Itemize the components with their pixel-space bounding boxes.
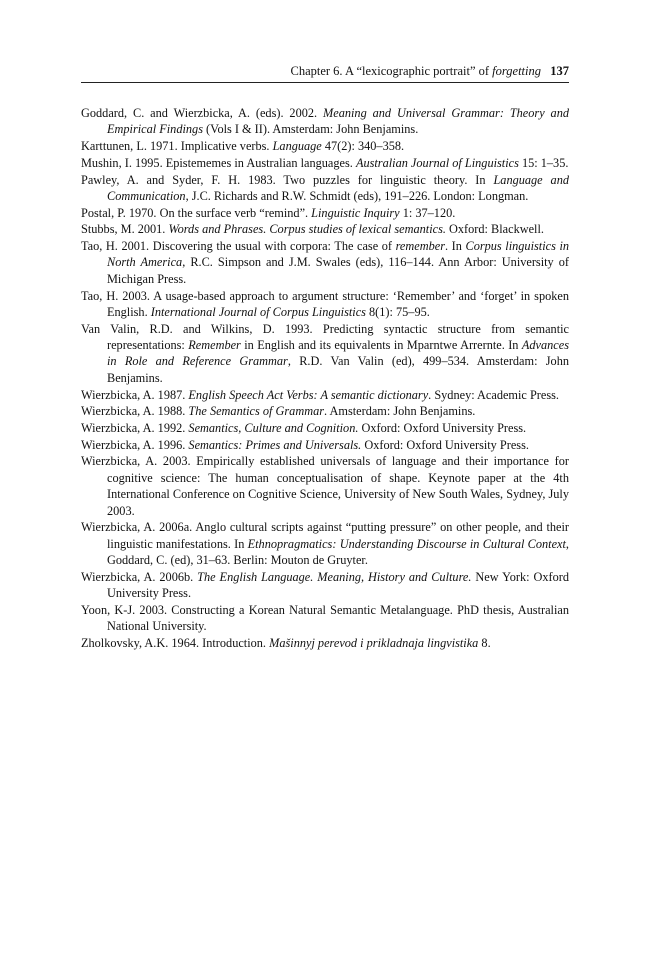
running-header: [81, 62, 569, 83]
reference-entry: [81, 172, 569, 205]
reference-text: , J.C. Richards and R.W. Schmidt (eds), 191–226. London: Longman.: [185, 188, 529, 203]
reference-entry: [81, 403, 569, 419]
reference-entry: [81, 420, 569, 436]
chapter-title: [290, 64, 541, 79]
chapter-title-italic: forgetting: [492, 64, 541, 78]
reference-entry: [81, 205, 569, 221]
reference-italic-text: The Semantics of Grammar: [188, 404, 325, 419]
reference-entry: [81, 155, 569, 171]
reference-text: . Amsterdam: John Benjamins.: [324, 404, 476, 419]
reference-entry: [81, 437, 569, 453]
reference-text: , R.D. Van Valin (ed), 499–534. Amsterdam: John Benjamins.: [107, 354, 569, 385]
reference-text: Mushin, I. 1995. Epistememes in Australian languages.: [81, 155, 356, 170]
reference-entry: [81, 387, 569, 403]
reference-text: , R.C. Simpson and J.M. Swales (eds), 116–144. Ann Arbor: University of Michigan Press.: [107, 255, 570, 286]
reference-italic-text: Words and Phrases. Corpus studies of lexical semantics.: [168, 222, 446, 237]
reference-entry: [81, 221, 569, 237]
reference-italic-text: Linguistic Inquiry: [311, 205, 400, 220]
reference-text: Oxford: Oxford University Press.: [358, 420, 527, 435]
reference-list: [81, 105, 569, 652]
reference-text: Wierzbicka, A. 2006b.: [81, 569, 198, 584]
reference-italic-text: Semantics: Primes and Universals.: [188, 437, 362, 452]
reference-entry: [81, 519, 569, 568]
reference-entry: [81, 288, 569, 321]
reference-text: Stubbs, M. 2001.: [81, 222, 169, 237]
reference-text: Van Valin, R.D. and Wilkins, D. 1993. Predicting syntactic structure from semantic representations:: [81, 321, 569, 353]
reference-italic-text: Mašinnyj perevod i prikladnaja lingvistika: [269, 636, 479, 651]
reference-italic-text: Australian Journal of Linguistics: [355, 155, 519, 170]
reference-text: Wierzbicka, A. 2006a. Anglo cultural scripts against “putting pressure” on other people, and their linguistic manifestations. In: [81, 520, 569, 551]
reference-entry: [81, 105, 569, 138]
reference-text: Oxford: Blackwell.: [445, 222, 544, 237]
reference-text: Postal, P. 1970. On the surface verb “remind”.: [81, 205, 312, 220]
reference-text: Tao, H. 2003. A usage-based approach to argument structure: ‘Remember’ and ‘forget’ in spoken English.: [81, 288, 569, 319]
reference-italic-text: Language and Communication: [107, 172, 569, 203]
reference-italic-text: Ethnopragmatics: Understanding Discourse in Cultural Context: [247, 536, 566, 551]
reference-text: Pawley, A. and Syder, F. H. 1983. Two puzzles for linguistic theory. In: [81, 172, 494, 187]
reference-italic-text: Meaning and Universal Grammar: Theory and Empirical Findings: [107, 106, 569, 137]
reference-text: , Goddard, C. (ed), 31–63. Berlin: Mouton de Gruyter.: [107, 536, 569, 568]
reference-entry: [81, 635, 569, 651]
reference-italic-text: Advances in Role and Reference Grammar: [107, 338, 569, 369]
reference-entry: [81, 138, 569, 154]
reference-text: 1: 37–120.: [399, 205, 456, 220]
reference-text: Wierzbicka, A. 1987.: [81, 387, 189, 402]
reference-text: Zholkovsky, A.K. 1964. Introduction.: [81, 636, 270, 651]
reference-text: 8.: [478, 636, 491, 651]
reference-entry: [81, 321, 569, 387]
reference-italic-text: International Journal of Corpus Linguistics: [150, 304, 366, 319]
reference-text: Goddard, C. and Wierzbicka, A. (eds). 2002.: [81, 106, 323, 120]
reference-text: 8(1): 75–95.: [365, 304, 430, 319]
reference-text: Wierzbicka, A. 1992.: [81, 420, 189, 435]
reference-entry: [81, 602, 569, 635]
reference-text: . In: [445, 239, 466, 254]
reference-text: Karttunen, L. 1971. Implicative verbs.: [81, 139, 273, 154]
page-number: 137: [550, 64, 569, 78]
reference-text: Tao, H. 2001. Discovering the usual with corpora: The case of: [81, 239, 396, 254]
reference-text: 15: 1–35.: [518, 155, 569, 170]
reference-text: Wierzbicka, A. 2003. Empirically established universals of language and their importance for cognitive science: The human conceptualisation of shape. Keynote paper at the 4th International Conference on Cognitive Science, University of New South Wales, Sydney, July 2003.: [81, 454, 569, 518]
reference-italic-text: Language: [272, 139, 322, 154]
reference-italic-text: English Speech Act Verbs: A semantic dictionary: [188, 387, 429, 402]
chapter-title-text: Chapter 6. A “lexicographic portrait” of: [290, 64, 493, 78]
reference-italic-text: Corpus linguistics in North America: [107, 239, 570, 270]
reference-italic-text: Semantics, Culture and Cognition.: [188, 420, 359, 435]
reference-text: (Vols I & II). Amsterdam: John Benjamins.: [202, 122, 419, 137]
reference-text: 47(2): 340–358.: [321, 139, 405, 154]
reference-italic-text: remember: [395, 239, 445, 254]
reference-text: Wierzbicka, A. 1996.: [81, 437, 189, 452]
reference-italic-text: Remember: [188, 338, 241, 353]
reference-text: New York: Oxford University Press.: [107, 569, 570, 601]
reference-text: . Sydney: Academic Press.: [428, 387, 559, 402]
reference-italic-text: The English Language. Meaning, History and Culture.: [197, 569, 472, 584]
reference-text: in English and its equivalents in Mparntwe Arrernte. In: [240, 338, 522, 353]
reference-text: Wierzbicka, A. 1988.: [81, 404, 189, 419]
reference-entry: [81, 453, 569, 519]
reference-text: Oxford: Oxford University Press.: [361, 437, 529, 452]
reference-text: Yoon, K-J. 2003. Constructing a Korean Natural Semantic Metalanguage. PhD thesis, Australian National University.: [81, 602, 569, 634]
reference-entry: [81, 569, 569, 602]
reference-entry: [81, 238, 569, 287]
